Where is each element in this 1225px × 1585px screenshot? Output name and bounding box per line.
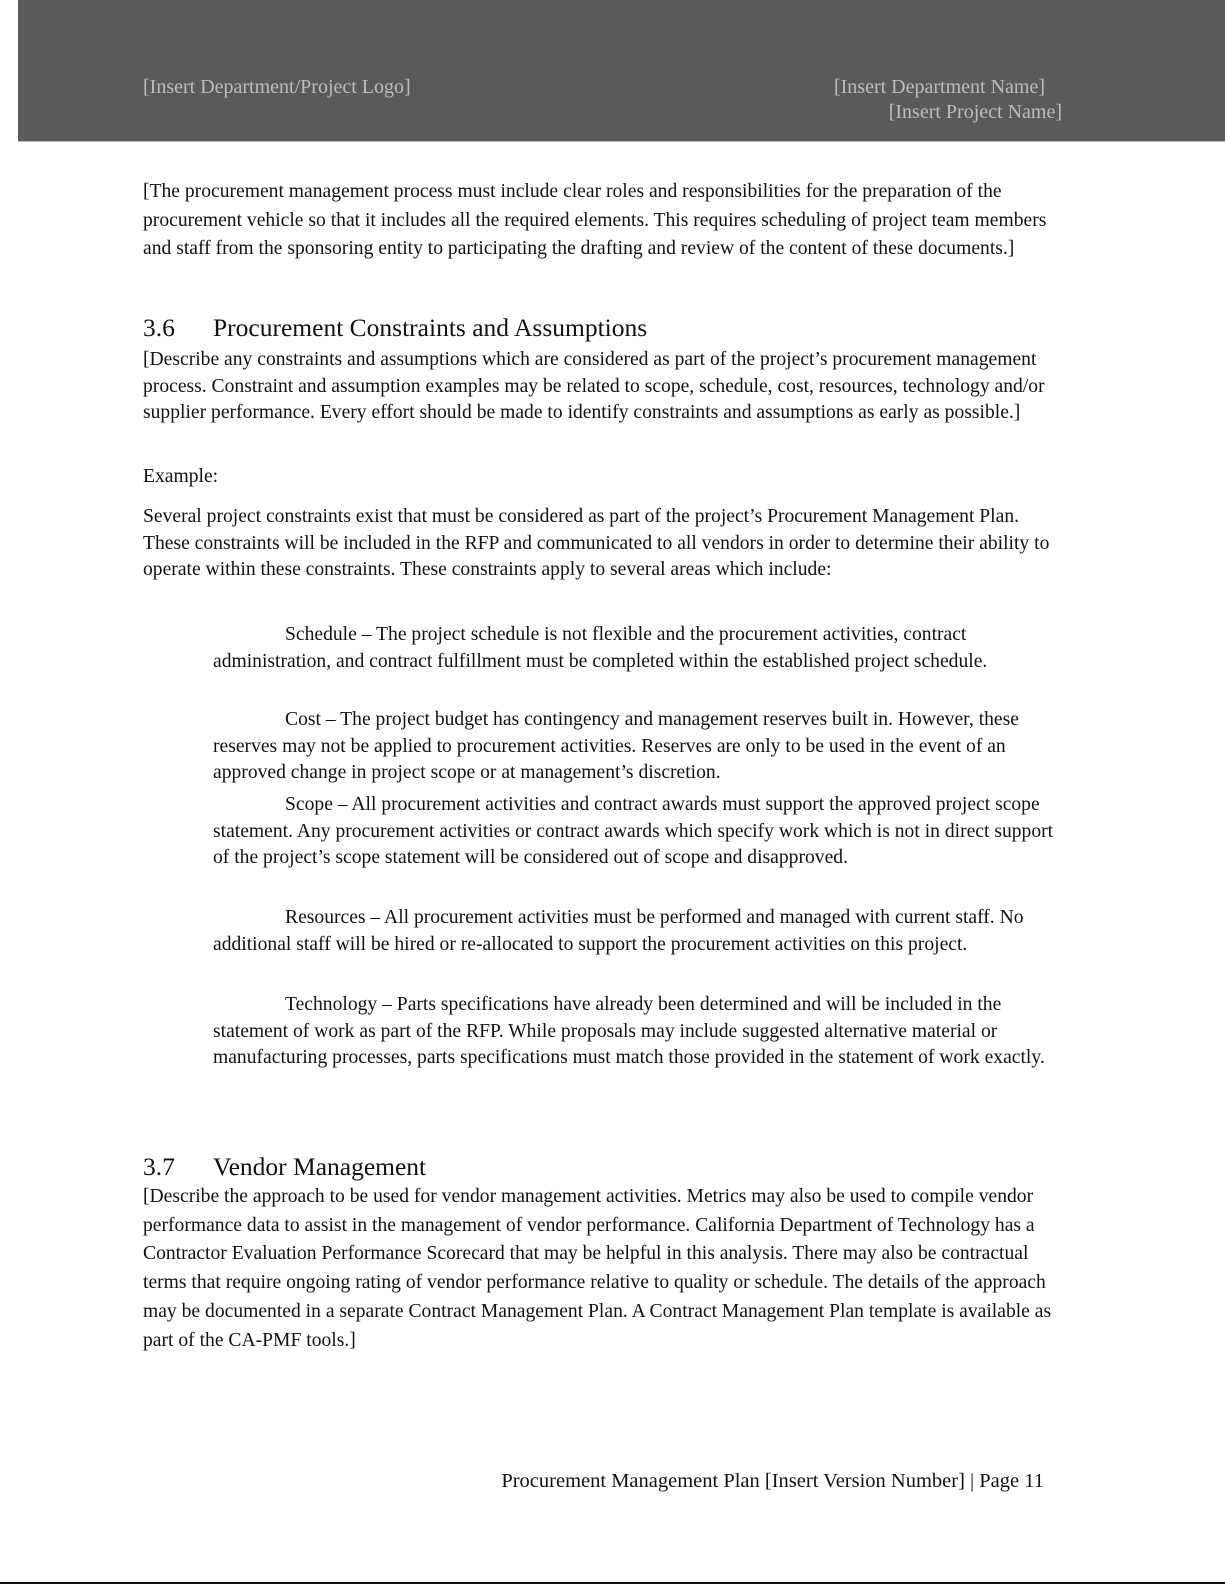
example-label: Example: xyxy=(143,466,219,487)
page-header-band xyxy=(18,0,1225,142)
project-name-placeholder: [Insert Project Name] xyxy=(888,101,1062,123)
constraint-technology: Technology – Parts specifications have already been determined and will be included in the statement of work as part of the RFP. While proposals may include suggested alternative material or manufacturing processes, parts specifications must match those provided in the statement of work exactly. xyxy=(213,994,1045,1068)
section-3-7-heading xyxy=(143,1154,426,1180)
constraint-scope: Scope – All procurement activities and contract awards must support the approved project scope statement. Any procurement activities or contract awards which specify work which is not in direct support of the project’s scope statement will be considered out of scope and disapproved. xyxy=(213,794,1054,868)
section-3-6-instruction: [Describe any constraints and assumptions which are considered as part of the project’s procurement management process. Constraint and assumption examples may be related to scope, schedule, cost, resources, technology and/or supplier performance. Every effort should be made to identify constraints and assumptions as early as possible.] xyxy=(143,349,1045,423)
section-3-7-instruction: [Describe the approach to be used for vendor management activities. Metrics may also be used to compile vendor performance data to assist in the management of vendor performance. California Department of Technology has a Contractor Evaluation Performance Scorecard that may be helpful in this analysis. There may also be contractual terms that require ongoing rating of vendor performance relative to quality or schedule. The details of the approach may be documented in a separate Contract Management Plan. A Contract Management Plan template is available as part of the CA-PMF tools.] xyxy=(143,1186,1052,1351)
section-title: Vendor Management xyxy=(213,1152,427,1181)
constraint-cost: Cost – The project budget has contingency and management reserves built in. However, these reserves may not be applied to procurement activities. Reserves are only to be used in the event of an approved change in project scope or at management’s discretion. xyxy=(213,709,1019,783)
section-title: Procurement Constraints and Assumptions xyxy=(213,313,648,342)
example-intro: Several project constraints exist that must be considered as part of the project’s Procurement Management Plan. These constraints will be included in the RFP and communicated to all vendors in order to determine their ability to operate within these constraints. These constraints apply to several areas which include: xyxy=(143,506,1050,580)
intro-paragraph: [The procurement management process must include clear roles and responsibilities for the preparation of the procurement vehicle so that it includes all the required elements. This requires scheduling of project team members and staff from the sponsoring entity to participating the drafting and review of the content of these documents.] xyxy=(143,181,1047,260)
constraint-resources: Resources – All procurement activities must be performed and managed with current staff. No additional staff will be hired or re-allocated to support the procurement activities on this project. xyxy=(213,907,1024,955)
logo-placeholder: [Insert Department/Project Logo] xyxy=(143,76,411,98)
department-name-placeholder: [Insert Department Name] xyxy=(833,76,1045,98)
section-3-6-heading xyxy=(143,315,647,341)
constraint-schedule: Schedule – The project schedule is not flexible and the procurement activities, contract administration, and contract fulfillment must be completed within the established project schedule. xyxy=(213,624,988,672)
page-footer: Procurement Management Plan [Insert Version Number] | Page 11 xyxy=(501,1470,1044,1492)
section-number: 3.6 xyxy=(143,313,175,342)
section-number: 3.7 xyxy=(143,1152,175,1181)
page-bottom-divider xyxy=(0,1582,1225,1584)
